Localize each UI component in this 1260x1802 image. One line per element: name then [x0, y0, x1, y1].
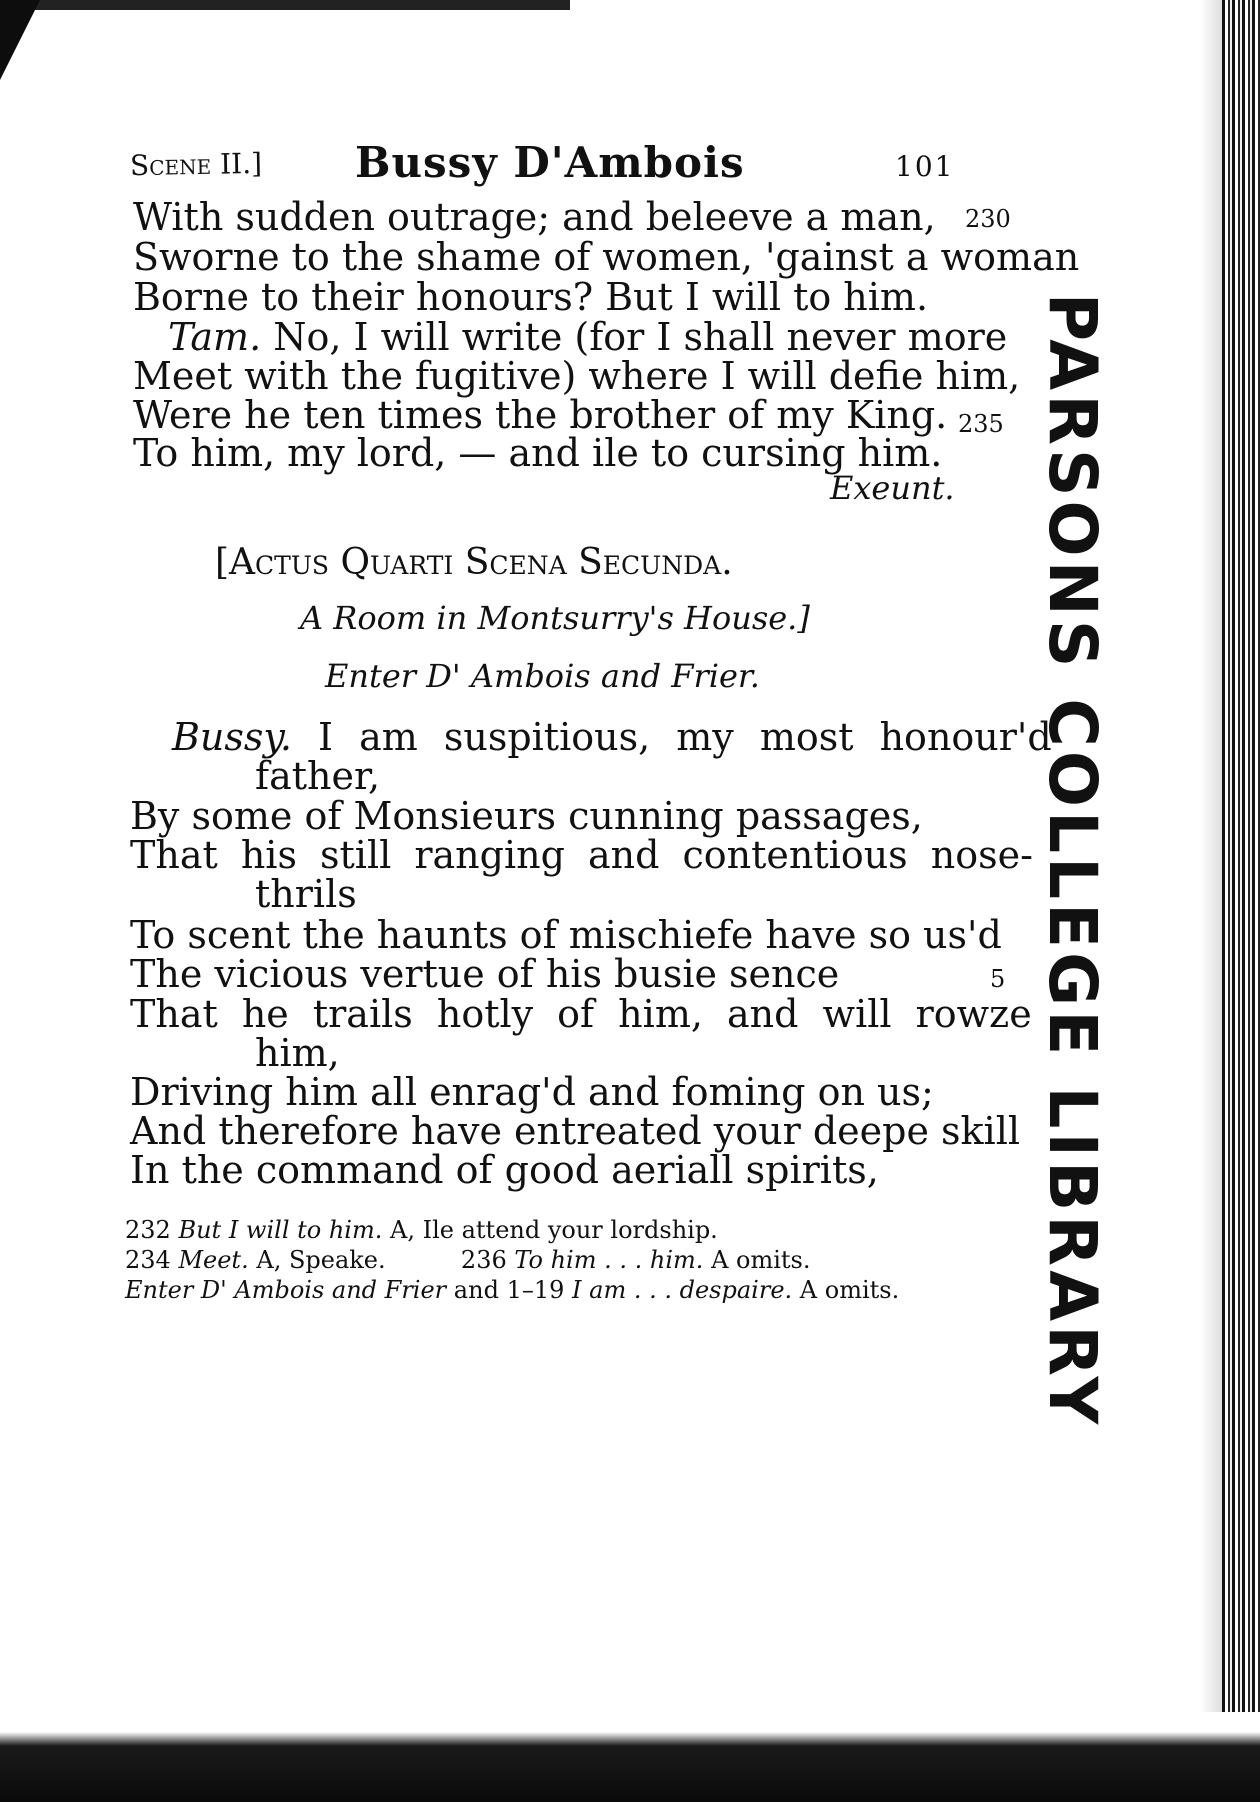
verse-line: Driving him all enrag'd and foming on us; [130, 1070, 934, 1114]
verse-line: Were he ten times the brother of my King. [133, 393, 948, 437]
verse-line: Meet with the fugitive) where I will defie him, [133, 354, 1021, 398]
verse-text: No, I will write (for I shall never more [273, 315, 1008, 359]
footnote-line-number: 236 [460, 1246, 507, 1274]
verse-line-continuation: thrils [255, 872, 357, 916]
footnote-lemma: But I will to him. [178, 1216, 383, 1244]
footnote-text: A, Ile attend your lordship. [390, 1216, 718, 1244]
scene-location: A Room in Montsurry's House.] [300, 599, 810, 637]
verse-line: Sworne to the shame of women, 'gainst a woman [133, 235, 1080, 279]
scene-heading: [Actus Quarti Scena Secunda. [215, 542, 733, 583]
line-number: 5 [990, 965, 1006, 993]
speaker-name: Tam. [168, 315, 262, 359]
stage-direction-enter: Enter D' Ambois and Frier. [325, 657, 760, 695]
footnote-lemma: To him . . . him. [514, 1246, 704, 1274]
verse-line-continuation: him, [255, 1031, 340, 1075]
library-stamp-text: PARSONS COLLEGE LIBRARY [1034, 292, 1112, 1428]
footnote-text: A omits. [711, 1246, 811, 1274]
library-stamp [1028, 292, 1118, 1428]
running-head-title: Bussy D'Ambois [355, 138, 745, 187]
footnote-line-number: 234 [125, 1246, 171, 1274]
footnote [125, 1216, 718, 1244]
footnote-line-range: 1–19 [506, 1276, 565, 1304]
footnote-text: A omits. [799, 1276, 900, 1304]
verse-line [172, 715, 1052, 759]
page-number: 101 [895, 150, 955, 183]
verse-line: To scent the haunts of mischiefe have so us'd [130, 913, 1002, 957]
verse-line: That he trails hotly of him, and will rowze [130, 992, 1032, 1036]
verse-line: With sudden outrage; and beleeve a man, [133, 195, 936, 239]
footnote [125, 1246, 811, 1274]
footnote-text: A, Speake. [256, 1246, 386, 1274]
footnote-lemma: I am . . . despaire. [572, 1276, 793, 1304]
running-head-scene: Scene II.] [129, 146, 263, 183]
line-number: 230 [965, 205, 1011, 233]
footnote [125, 1276, 899, 1304]
verse-line: By some of Monsieurs cunning passages, [130, 794, 923, 838]
verse-line: In the command of good aeriall spirits, [130, 1148, 879, 1192]
line-number: 235 [958, 410, 1004, 438]
footnote-line-number: 232 [125, 1216, 171, 1244]
verse-line [168, 315, 1008, 359]
verse-line: To him, my lord, — and ile to cursing him. [133, 431, 943, 475]
verse-line: And therefore have entreated your deepe skill [130, 1109, 1020, 1153]
verse-line: That his still ranging and contentious nose- [130, 833, 1033, 877]
verse-line: The vicious vertue of his busie sence [130, 952, 840, 996]
speaker-name: Bussy. [172, 715, 292, 759]
verse-line-continuation: father, [255, 754, 381, 798]
footnote-lemma: Enter D' Ambois and Frier [125, 1276, 447, 1304]
stage-direction-exeunt: Exeunt. [830, 469, 955, 507]
verse-line: Borne to their honours? But I will to him. [133, 275, 929, 319]
footnote-lemma: Meet. [178, 1246, 249, 1274]
verse-text: I am suspitious, my most honour'd [318, 715, 1052, 759]
footnote-text: and [453, 1276, 499, 1304]
